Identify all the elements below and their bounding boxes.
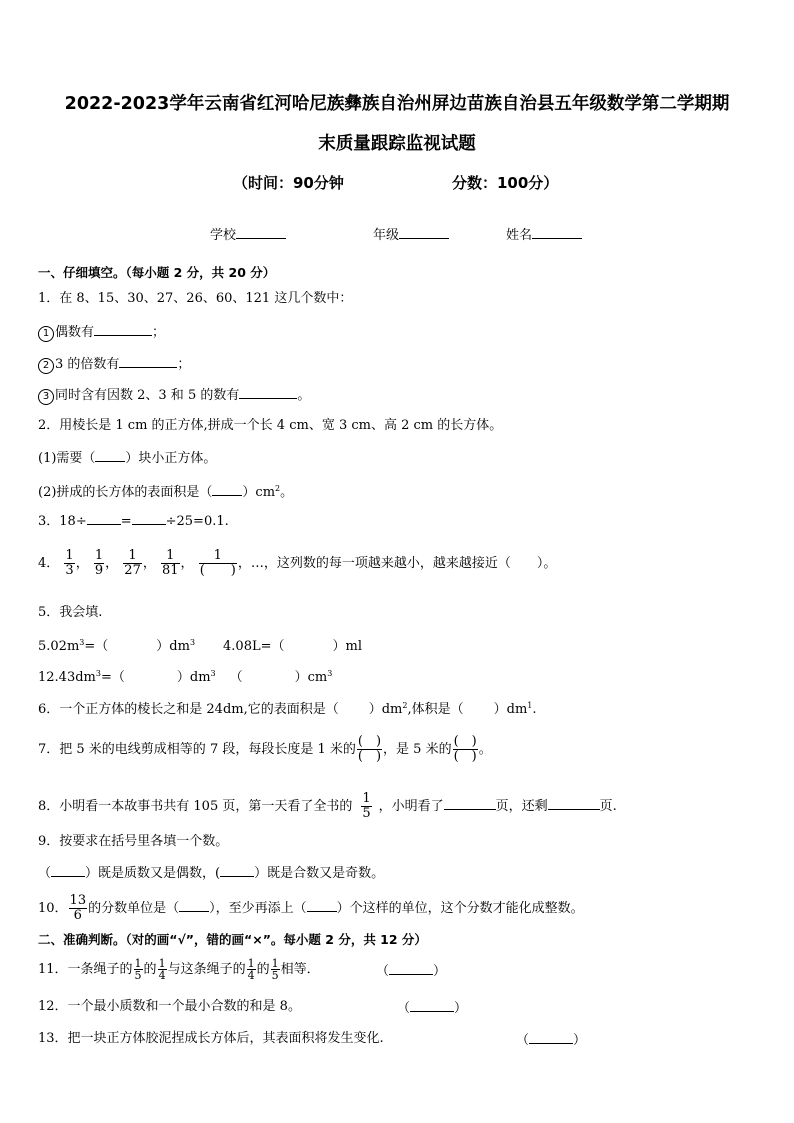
score-label: 分数：100分） <box>452 174 559 192</box>
answer-blank[interactable] <box>307 899 337 912</box>
school-label: 学校 <box>210 228 237 243</box>
answer-blank[interactable] <box>220 864 254 877</box>
circled-number-icon: 1 <box>38 326 54 342</box>
fraction: $\frac{1}{3}$ <box>65 548 74 578</box>
fraction: $\frac{1}{81}$ <box>162 548 179 578</box>
question-5a: $5.02m^3=$（ ）$dm^3$ 4.08L=（ ）ml <box>38 638 363 654</box>
grade-label: 年级 <box>373 228 400 243</box>
fraction: $\frac{1}{4}$ <box>247 957 255 982</box>
answer-blank[interactable] <box>548 797 600 810</box>
question-5: 5．我会填. <box>38 605 103 620</box>
question-2b: (2)拼成的长方体的表面积是（ ）$cm^2$。 <box>38 484 294 500</box>
question-1b: 2 3 的倍数有 ； <box>38 355 190 374</box>
fraction: $\frac{1}{4}$ <box>158 957 166 982</box>
question-7: 7．把 5 米的电线剪成相等的 7 段，每段长度是 1 米的 $\frac{( )}{( )}$ ，是 5 米的 $\frac{( )}{( )}$ 。 <box>38 734 492 764</box>
school-blank[interactable] <box>236 226 286 239</box>
question-1a: 1 偶数有 ； <box>38 323 165 342</box>
fraction: $\frac{13}{6}$ <box>69 893 87 923</box>
question-12: 12．一个最小质数和一个最小合数的和是 8。 <box>38 999 301 1014</box>
question-9: 9．按要求在括号里各填一个数。 <box>38 834 229 849</box>
question-13: 13．把一块正方体胶泥捏成长方体后，其表面积将发生变化. <box>38 1031 384 1046</box>
fraction-blank[interactable]: $\frac{( )}{( )}$ <box>453 734 477 764</box>
question-10: 10． $\frac{13}{6}$ 的分数单位是（ ），至少再添上（ ）个这样的单位，这个分数才能化成整数。 <box>38 893 584 923</box>
answer-blank[interactable] <box>239 386 297 399</box>
question-1c: 3 同时含有因数 2、3 和 5 的数有 。 <box>38 386 310 405</box>
grade-field[interactable] <box>373 224 449 243</box>
question-5b: $12.43dm^3=$（ ）$dm^3$ （ ）$cm^3$ <box>38 669 333 685</box>
section2-heading: 二、准确判断。（对的画“√”，错的画“×”。每小题 2 分，共 12 分） <box>38 932 427 947</box>
time-label: （时间：90分钟 <box>233 174 344 192</box>
answer-blank[interactable] <box>95 449 125 462</box>
answer-blank[interactable] <box>212 483 242 496</box>
question-1: 1．在 8、15、30、27、26、60、121 这几个数中： <box>38 291 353 306</box>
question-8: 8．小明看一本故事书共有 105 页，第一天看了全书的 $\frac{1}{5}$ ，小明看了 页，还剩 页. <box>38 791 617 821</box>
fraction: $\frac{1}{5}$ <box>134 957 142 982</box>
circled-number-icon: 3 <box>38 389 54 405</box>
question-4: 4． $\frac{1}{3}$ ， $\frac{1}{9}$ ， $\frac{1}{27}$ ， $\frac{1}{81}$ ， $\frac{1}{( )}$ ，…，这列数的每一项越来越小，越来越接近（ ）。 <box>38 548 557 578</box>
name-label: 姓名 <box>506 228 533 243</box>
answer-blank[interactable] <box>179 899 209 912</box>
name-field[interactable] <box>506 224 582 243</box>
exam-title-line2: 末质量跟踪监视试题 <box>318 134 476 154</box>
question-2: 2．用棱长是 1 cm 的正方体,拼成一个长 4 cm、宽 3 cm、高 2 cm 的长方体。 <box>38 418 503 433</box>
grade-blank[interactable] <box>399 226 449 239</box>
fraction-blank[interactable]: $\frac{( )}{( )}$ <box>357 734 382 764</box>
question-9a: （ ）既是质数又是偶数，( ）既是合数又是奇数。 <box>38 866 385 881</box>
fraction: $\frac{1}{5}$ <box>362 791 371 821</box>
fraction-blank[interactable]: $\frac{1}{( )}$ <box>199 548 236 578</box>
exam-title-line1: 2022-2023学年云南省红河哈尼族彝族自治州屏边苗族自治县五年级数学第二学期期 <box>64 94 730 114</box>
question-6: 6．一个正方体的棱长之和是 24dm,它的表面积是（ ）$dm^2$,体积是（ ）$dm^1$. <box>38 701 537 717</box>
fraction: $\frac{1}{27}$ <box>124 548 141 578</box>
answer-blank[interactable] <box>444 797 496 810</box>
question-3: 3．18÷ = ÷25=0.1. <box>38 514 229 529</box>
judge-blank-13[interactable]: （ ） <box>516 1033 587 1048</box>
answer-blank[interactable] <box>132 512 166 525</box>
fraction: $\frac{1}{5}$ <box>271 957 279 982</box>
judge-blank-11[interactable]: （ ） <box>376 964 447 979</box>
circled-number-icon: 2 <box>38 358 54 374</box>
judge-blank-12[interactable]: （ ） <box>397 1001 468 1016</box>
fraction: $\frac{1}{9}$ <box>94 548 104 578</box>
answer-blank[interactable] <box>94 323 152 336</box>
question-11: 11．一条绳子的 $\frac{1}{5}$ 的 $\frac{1}{4}$ 与这条绳子的 $\frac{1}{4}$ 的 $\frac{1}{5}$ 相等． <box>38 957 320 982</box>
school-field[interactable] <box>210 224 286 243</box>
answer-blank[interactable] <box>51 864 85 877</box>
answer-blank[interactable] <box>119 355 177 368</box>
name-blank[interactable] <box>532 226 582 239</box>
section1-heading: 一、仔细填空。（每小题 2 分，共 20 分） <box>38 265 276 280</box>
question-2a: (1)需要（ ）块小正方体。 <box>38 451 217 466</box>
answer-blank[interactable] <box>87 512 121 525</box>
